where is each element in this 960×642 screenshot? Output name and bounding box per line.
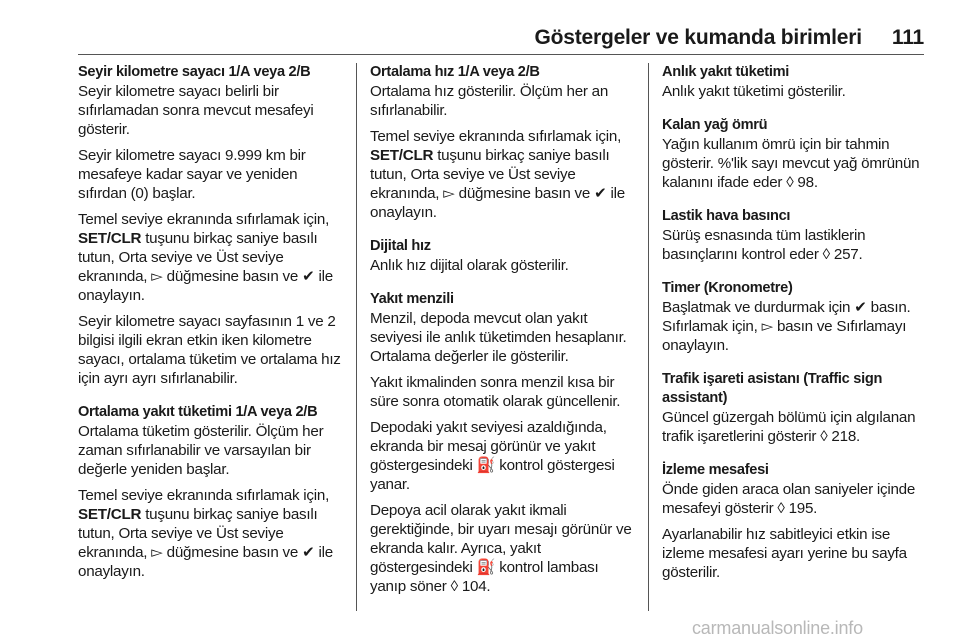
paragraph: Anlık yakıt tüketimi gösterilir.	[662, 83, 846, 100]
column-1	[78, 63, 346, 588]
check-icon: ✔	[854, 299, 867, 316]
paragraph: Yakıt ikmalinden sonra menzil kısa bir süre sonra otomatik olarak güncellenir.	[370, 374, 621, 410]
key-label: SET/CLR	[78, 506, 142, 523]
paragraph: Seyir kilometre sayacı belirli bir sıfırlamadan sonra mevcut mesafeyi gösterir.	[78, 83, 314, 138]
column-divider	[356, 63, 357, 611]
paragraph: Temel seviye ekranında sıfırlamak için, SET/CLR tuşunu birkaç saniye basılı tutun, Orta seviye ve Üst seviye ekranında, ▻ düğmesine basın ve ✔ ile onaylayın.	[78, 487, 333, 580]
section-heading: Dijital hız	[370, 238, 431, 254]
paragraph: Anlık hız dijital olarak gösterilir.	[370, 257, 569, 274]
next-arrow-icon: ▻	[761, 318, 773, 335]
column-3	[662, 63, 930, 589]
check-icon: ✔	[594, 185, 607, 202]
paragraph: Güncel güzergah bölümü için algılanan trafik işaretlerini gösterir ◊ 218.	[662, 409, 916, 445]
page-reference-icon: ◊	[450, 578, 458, 595]
chapter-title: Göstergeler ve kumanda birimleri	[534, 26, 862, 49]
column-divider	[648, 63, 649, 611]
paragraph: Yağın kullanım ömrü için bir tahmin gösterir. %'lik sayı mevcut yağ ömrünün kalanını ifade eder ◊ 98.	[662, 136, 920, 191]
header-rule	[78, 54, 924, 55]
check-icon: ✔	[302, 268, 315, 285]
paragraph: Ortalama tüketim gösterilir. Ölçüm her zaman sıfırlanabilir ve varsayılan bir değerle yeniden başlar.	[78, 423, 324, 478]
fuel-pump-icon: ⛽	[476, 559, 496, 576]
paragraph: Önde giden araca olan saniyeler içinde mesafeyi gösterir ◊ 195.	[662, 481, 916, 517]
section-heading: İzleme mesafesi	[662, 462, 769, 478]
section-heading: Ortalama yakıt tüketimi 1/A veya 2/B	[78, 404, 318, 420]
next-arrow-icon: ▻	[151, 544, 163, 561]
page-reference-icon: ◊	[777, 500, 785, 517]
page-header	[78, 26, 924, 52]
paragraph: Temel seviye ekranında sıfırlamak için, SET/CLR tuşunu birkaç saniye basılı tutun, Orta seviye ve Üst seviye ekranında, ▻ düğmesine basın ve ✔ ile onaylayın.	[78, 211, 333, 304]
key-label: SET/CLR	[370, 147, 434, 164]
page-reference-icon: ◊	[822, 246, 830, 263]
paragraph: Seyir kilometre sayacı sayfasının 1 ve 2 bilgisi ilgili ekran etkin iken kilometre sayacı, ortalama tüketim ve ortalama hız için ayrı ayrı sıfırlanabilir.	[78, 313, 341, 387]
page-number: 111	[891, 26, 924, 49]
key-label: SET/CLR	[78, 230, 142, 247]
check-icon: ✔	[302, 544, 315, 561]
fuel-pump-icon: ⛽	[476, 457, 496, 474]
section-heading: Timer (Kronometre)	[662, 280, 793, 296]
section-heading: Kalan yağ ömrü	[662, 117, 768, 133]
section-heading: Ortalama hız 1/A veya 2/B	[370, 64, 540, 80]
paragraph: Depodaki yakıt seviyesi azaldığında, ekranda bir mesaj görünür ve yakıt göstergesindeki ⛽ kontrol göstergesi yanar.	[370, 419, 615, 493]
paragraph: Sürüş esnasında tüm lastiklerin basınçlarını kontrol eder ◊ 257.	[662, 227, 866, 263]
section-heading: Lastik hava basıncı	[662, 208, 791, 224]
paragraph: Menzil, depoda mevcut olan yakıt seviyesi ile anlık tüketimden hesaplanır. Ortalama değerler ile gösterilir.	[370, 310, 627, 365]
paragraph: Ortalama hız gösterilir. Ölçüm her an sıfırlanabilir.	[370, 83, 609, 119]
paragraph: Temel seviye ekranında sıfırlamak için, SET/CLR tuşunu birkaç saniye basılı tutun, Orta seviye ve Üst seviye ekranında, ▻ düğmesine basın ve ✔ ile onaylayın.	[370, 128, 625, 221]
paragraph: Başlatmak ve durdurmak için ✔ basın. Sıfırlamak için, ▻ basın ve Sıfırlamayı onaylayın.	[662, 299, 911, 354]
page-reference-icon: ◊	[786, 174, 794, 191]
paragraph: Seyir kilometre sayacı 9.999 km bir mesafeye kadar sayar ve yeniden sıfırdan (0) başlar.	[78, 147, 306, 202]
paragraph: Depoya acil olarak yakıt ikmali gerektiğinde, bir uyarı mesajı görünür ve ekranda kalır. Ayrıca, yakıt göstergesindeki ⛽ kontrol lambası yanıp söner ◊ 104.	[370, 502, 632, 595]
section-heading: Trafik işareti asistanı (Traffic sign assistant)	[662, 371, 883, 406]
section-heading: Seyir kilometre sayacı 1/A veya 2/B	[78, 64, 311, 80]
section-heading: Anlık yakıt tüketimi	[662, 64, 790, 80]
next-arrow-icon: ▻	[151, 268, 163, 285]
page-reference-icon: ◊	[820, 428, 828, 445]
section-heading: Yakıt menzili	[370, 291, 454, 307]
watermark: carmanualsonline.info	[692, 618, 863, 638]
column-2	[370, 63, 636, 603]
next-arrow-icon: ▻	[443, 185, 455, 202]
paragraph: Ayarlanabilir hız sabitleyici etkin ise izleme mesafesi ayarı yerine bu sayfa gösterilir.	[662, 526, 907, 581]
